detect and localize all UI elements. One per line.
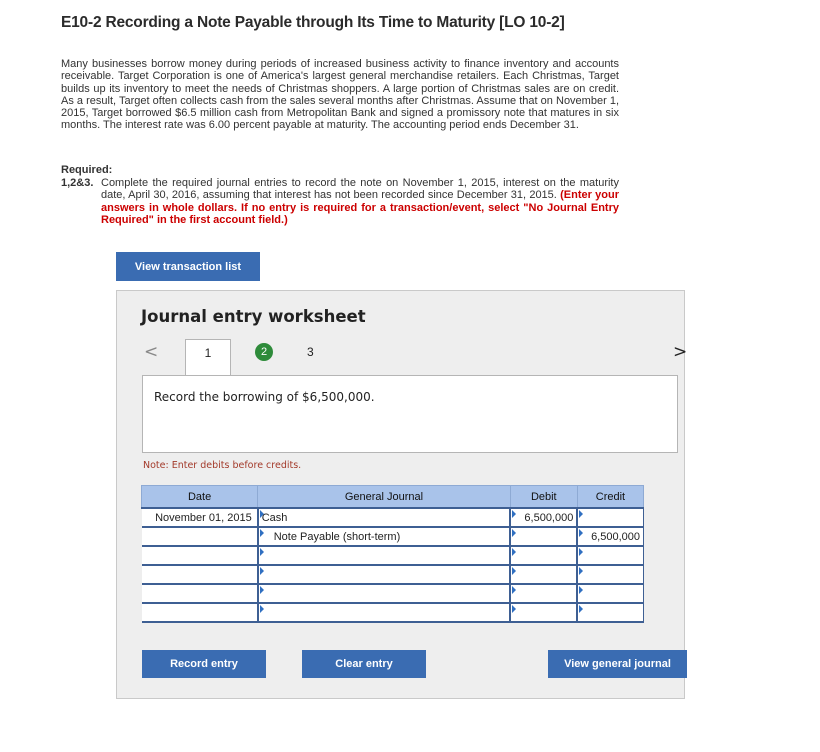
account-value: Cash bbox=[261, 511, 288, 524]
worksheet-tab-3[interactable]: 3 bbox=[307, 345, 314, 359]
date-cell[interactable]: November 01, 2015 bbox=[142, 508, 258, 527]
worksheet-tab-1[interactable]: 1 bbox=[185, 339, 231, 376]
input-marker-icon bbox=[512, 548, 516, 556]
required-number: 1,2&3. bbox=[61, 177, 94, 189]
date-cell[interactable] bbox=[142, 584, 258, 603]
transaction-description: Record the borrowing of $6,500,000. bbox=[154, 390, 375, 404]
dropdown-marker-icon bbox=[260, 510, 264, 518]
debit-cell[interactable] bbox=[510, 546, 577, 565]
account-column-header: General Journal bbox=[258, 486, 511, 509]
input-marker-icon bbox=[579, 548, 583, 556]
input-marker-icon bbox=[579, 586, 583, 594]
problem-paragraph: Many businesses borrow money during periods of increased business activity to finance inventory and accounts receivable. Target Corporation is one of America's largest general merchandise retailers. Each Christmas, Target builds up its inventory to meet the needs of Christmas shoppers. A large portion of Christmas sales are on credit. As a result, Target often collects cash from the sales several months after Christmas. Assume that on November 1, 2015, Target borrowed $6.5 million cash from Metropolitan Bank and signed a promissory note that matures in six months. The interest rate was 6.00 percent payable at maturity. The accounting period ends December 31. bbox=[61, 58, 619, 132]
credit-cell[interactable] bbox=[577, 603, 643, 622]
view-general-journal-button[interactable]: View general journal bbox=[548, 650, 687, 678]
input-marker-icon bbox=[579, 605, 583, 613]
credit-cell[interactable] bbox=[577, 565, 643, 584]
debit-value: 6,500,000 bbox=[524, 511, 574, 524]
required-text: Complete the required journal entries to record the note on November 1, 2015, interest on the maturity date, April 30, 2016, assuming that interest has not been recorded since December 31, 2015. bbox=[101, 177, 619, 202]
credit-cell[interactable] bbox=[577, 546, 643, 565]
table-row bbox=[142, 584, 644, 603]
required-text-block bbox=[101, 177, 619, 226]
debits-note: Note: Enter debits before credits. bbox=[143, 460, 302, 471]
page-title: E10-2 Recording a Note Payable through Its Time to Maturity [LO 10-2] bbox=[61, 14, 565, 31]
previous-arrow-icon[interactable]: < bbox=[144, 342, 159, 362]
account-cell[interactable] bbox=[258, 603, 511, 622]
dropdown-marker-icon bbox=[260, 548, 264, 556]
input-marker-icon bbox=[512, 586, 516, 594]
worksheet-title: Journal entry worksheet bbox=[141, 307, 366, 326]
table-row bbox=[142, 508, 644, 527]
input-marker-icon bbox=[512, 605, 516, 613]
table-row bbox=[142, 603, 644, 622]
account-value: Note Payable (short-term) bbox=[273, 530, 401, 543]
transaction-description-box bbox=[142, 375, 678, 453]
debit-column-header: Debit bbox=[510, 486, 577, 509]
account-cell[interactable] bbox=[258, 527, 511, 546]
credit-value: 6,500,000 bbox=[591, 530, 640, 543]
input-marker-icon bbox=[512, 529, 516, 537]
input-marker-icon bbox=[579, 567, 583, 575]
date-cell[interactable] bbox=[142, 546, 258, 565]
date-cell[interactable] bbox=[142, 603, 258, 622]
credit-cell[interactable] bbox=[577, 584, 643, 603]
journal-header-row bbox=[142, 486, 644, 509]
account-cell[interactable] bbox=[258, 546, 511, 565]
table-row bbox=[142, 565, 644, 584]
table-row bbox=[142, 527, 644, 546]
credit-cell[interactable] bbox=[577, 527, 643, 546]
dropdown-marker-icon bbox=[260, 529, 264, 537]
next-arrow-icon[interactable]: > bbox=[673, 342, 688, 362]
dropdown-marker-icon bbox=[260, 586, 264, 594]
table-row bbox=[142, 546, 644, 565]
date-column-header: Date bbox=[142, 486, 258, 509]
debit-cell[interactable] bbox=[510, 565, 577, 584]
input-marker-icon bbox=[512, 567, 516, 575]
input-marker-icon bbox=[512, 510, 516, 518]
worksheet-tab-2[interactable]: 2 bbox=[255, 343, 273, 361]
date-cell[interactable] bbox=[142, 565, 258, 584]
dropdown-marker-icon bbox=[260, 567, 264, 575]
account-cell[interactable] bbox=[258, 584, 511, 603]
debit-cell[interactable] bbox=[510, 527, 577, 546]
record-entry-button[interactable]: Record entry bbox=[142, 650, 266, 678]
dropdown-marker-icon bbox=[260, 605, 264, 613]
input-marker-icon bbox=[579, 510, 583, 518]
debit-cell[interactable] bbox=[510, 508, 577, 527]
journal-entry-table bbox=[141, 485, 644, 623]
debit-cell[interactable] bbox=[510, 584, 577, 603]
debit-cell[interactable] bbox=[510, 603, 577, 622]
credit-cell[interactable] bbox=[577, 508, 643, 527]
clear-entry-button[interactable]: Clear entry bbox=[302, 650, 426, 678]
input-marker-icon bbox=[579, 529, 583, 537]
account-cell[interactable] bbox=[258, 565, 511, 584]
account-cell[interactable] bbox=[258, 508, 511, 527]
credit-column-header: Credit bbox=[577, 486, 643, 509]
view-transaction-list-button[interactable]: View transaction list bbox=[116, 252, 260, 281]
required-instruction: (Enter your answers in whole dollars. If no entry is required for a transaction/event, select "No Journal Entry Required" in the first account field.) bbox=[101, 189, 619, 226]
required-label: Required: bbox=[61, 164, 113, 176]
date-cell[interactable] bbox=[142, 527, 258, 546]
